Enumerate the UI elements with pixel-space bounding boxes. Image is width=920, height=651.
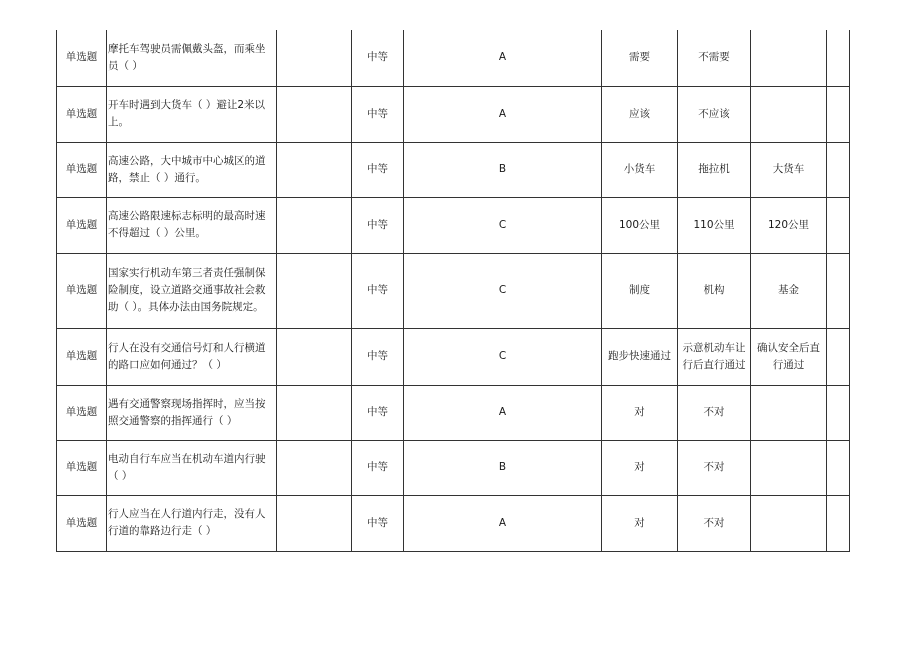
question-type-cell: 单选题 [57,328,107,385]
option-c-cell: 大货车 [751,142,827,197]
blank-cell [277,328,352,385]
option-d-cell [827,385,850,440]
blank-cell [277,197,352,253]
blank-cell [277,142,352,197]
option-d-cell [827,30,850,86]
answer-cell: B [404,142,602,197]
table-row [57,86,850,142]
question-type-cell: 单选题 [57,30,107,86]
difficulty-cell: 中等 [352,495,404,551]
table-row [57,253,850,328]
option-d-cell [827,142,850,197]
option-a-cell: 对 [602,385,678,440]
option-b-cell: 示意机动车让行后直行通过 [678,328,751,385]
option-c-cell [751,440,827,495]
option-a-cell: 需要 [602,30,678,86]
option-c-cell [751,30,827,86]
option-d-cell [827,328,850,385]
option-d-cell [827,440,850,495]
option-b-cell: 不应该 [678,86,751,142]
option-c-cell: 确认安全后直行通过 [751,328,827,385]
question-text-cell: 高速公路，大中城市中心城区的道路，禁止（ ）通行。 [107,142,277,197]
blank-cell [277,440,352,495]
blank-cell [277,86,352,142]
difficulty-cell: 中等 [352,328,404,385]
question-text-cell: 开车时遇到大货车（ ）避让2米以上。 [107,86,277,142]
blank-cell [277,495,352,551]
difficulty-cell: 中等 [352,440,404,495]
question-type-cell: 单选题 [57,86,107,142]
option-a-cell: 跑步快速通过 [602,328,678,385]
option-c-cell: 基金 [751,253,827,328]
option-b-cell: 不对 [678,495,751,551]
option-b-cell: 不对 [678,440,751,495]
difficulty-cell: 中等 [352,30,404,86]
option-c-cell [751,86,827,142]
table-row [57,142,850,197]
option-a-cell: 100公里 [602,197,678,253]
option-b-cell: 不需要 [678,30,751,86]
question-text-cell: 遇有交通警察现场指挥时，应当按照交通警察的指挥通行（ ） [107,385,277,440]
question-table [56,30,850,552]
question-type-cell: 单选题 [57,440,107,495]
answer-cell: C [404,253,602,328]
option-d-cell [827,86,850,142]
blank-cell [277,30,352,86]
difficulty-cell: 中等 [352,253,404,328]
option-d-cell [827,253,850,328]
difficulty-cell: 中等 [352,142,404,197]
question-text-cell: 行人应当在人行道内行走，没有人行道的靠路边行走（ ） [107,495,277,551]
question-text-cell: 摩托车驾驶员需佩戴头盔，而乘坐员（ ） [107,30,277,86]
question-text-cell: 国家实行机动车第三者责任强制保险制度，设立道路交通事故社会救助（ ）。具体办法由国务院规定。 [107,253,277,328]
table-row [57,328,850,385]
option-a-cell: 对 [602,495,678,551]
difficulty-cell: 中等 [352,385,404,440]
answer-cell: A [404,385,602,440]
answer-cell: C [404,328,602,385]
option-b-cell: 拖拉机 [678,142,751,197]
option-d-cell [827,495,850,551]
question-type-cell: 单选题 [57,142,107,197]
blank-cell [277,385,352,440]
question-text-cell: 高速公路限速标志标明的最高时速不得超过（ ）公里。 [107,197,277,253]
option-a-cell: 制度 [602,253,678,328]
option-d-cell [827,197,850,253]
table-row [57,440,850,495]
answer-cell: A [404,86,602,142]
question-type-cell: 单选题 [57,495,107,551]
answer-cell: C [404,197,602,253]
answer-cell: B [404,440,602,495]
blank-cell [277,253,352,328]
question-text-cell: 行人在没有交通信号灯和人行横道的路口应如何通过？（ ） [107,328,277,385]
table-row [57,197,850,253]
table-row [57,30,850,86]
option-b-cell: 不对 [678,385,751,440]
question-text-cell: 电动自行车应当在机动车道内行驶（ ） [107,440,277,495]
question-type-cell: 单选题 [57,385,107,440]
answer-cell: A [404,495,602,551]
option-c-cell [751,385,827,440]
answer-cell: A [404,30,602,86]
difficulty-cell: 中等 [352,86,404,142]
option-a-cell: 小货车 [602,142,678,197]
option-a-cell: 应该 [602,86,678,142]
option-b-cell: 机构 [678,253,751,328]
table-row [57,385,850,440]
question-type-cell: 单选题 [57,253,107,328]
option-c-cell [751,495,827,551]
option-a-cell: 对 [602,440,678,495]
table-row [57,495,850,551]
question-type-cell: 单选题 [57,197,107,253]
option-c-cell: 120公里 [751,197,827,253]
option-b-cell: 110公里 [678,197,751,253]
difficulty-cell: 中等 [352,197,404,253]
